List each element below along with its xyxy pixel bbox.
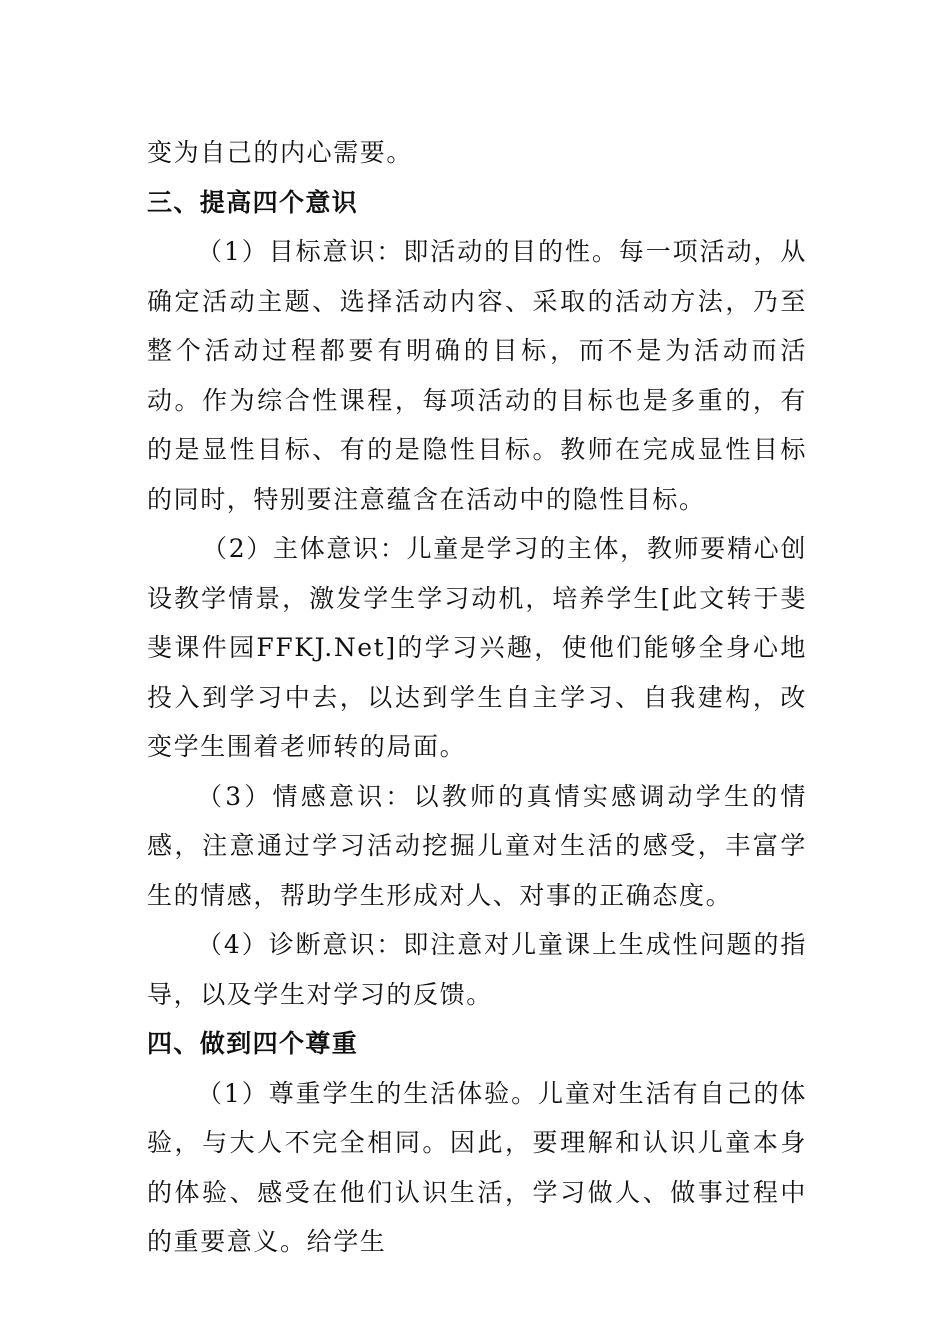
paragraph-emotion-awareness: （3）情感意识：以教师的真情实感调动学生的情感，注意通过学习活动挖掘儿童对生活的感受，丰富学生的情感，帮助学生形成对人、对事的正确态度。 (147, 781, 807, 910)
paragraph-goal-awareness: （1）目标意识：即活动的目的性。每一项活动，从确定活动主题、选择活动内容、采取的活动方法，乃至整个活动过程都要有明确的目标，而不是为活动而活动。作为综合性课程，每项活动的目标也是多重的，有的是显性目标、有的是隐性目标。教师在完成显性目标的同时，特别要注意蕴含在活动中的隐性目标。 (147, 237, 807, 514)
paragraph-subject-awareness: （2）主体意识：儿童是学习的主体，教师要精心创设教学情景，激发学生学习动机，培养学生[此文转于斐斐课件园FFKJ.Net]的学习兴趣，使他们能够全身心地投入到学习中去，以达到学生自主学习、自我建构，改变学生围着老师转的局面。 (147, 534, 807, 761)
paragraph-diagnosis-awareness: （4）诊断意识：即注意对儿童课上生成性问题的指导，以及学生对学习的反馈。 (147, 930, 807, 1009)
document-body (147, 128, 807, 1267)
paragraph-intro: 变为自己的内心需要。 (147, 138, 414, 167)
section-heading-4: 四、做到四个尊重 (147, 1029, 359, 1058)
paragraph-respect-experience: （1）尊重学生的生活体验。儿童对生活有自己的体验，与大人不完全相同。因此，要理解和认识儿童本身的体验、感受在他们认识生活，学习做人、做事过程中的重要意义。给学生 (147, 1078, 807, 1256)
section-heading-3: 三、提高四个意识 (147, 187, 359, 217)
